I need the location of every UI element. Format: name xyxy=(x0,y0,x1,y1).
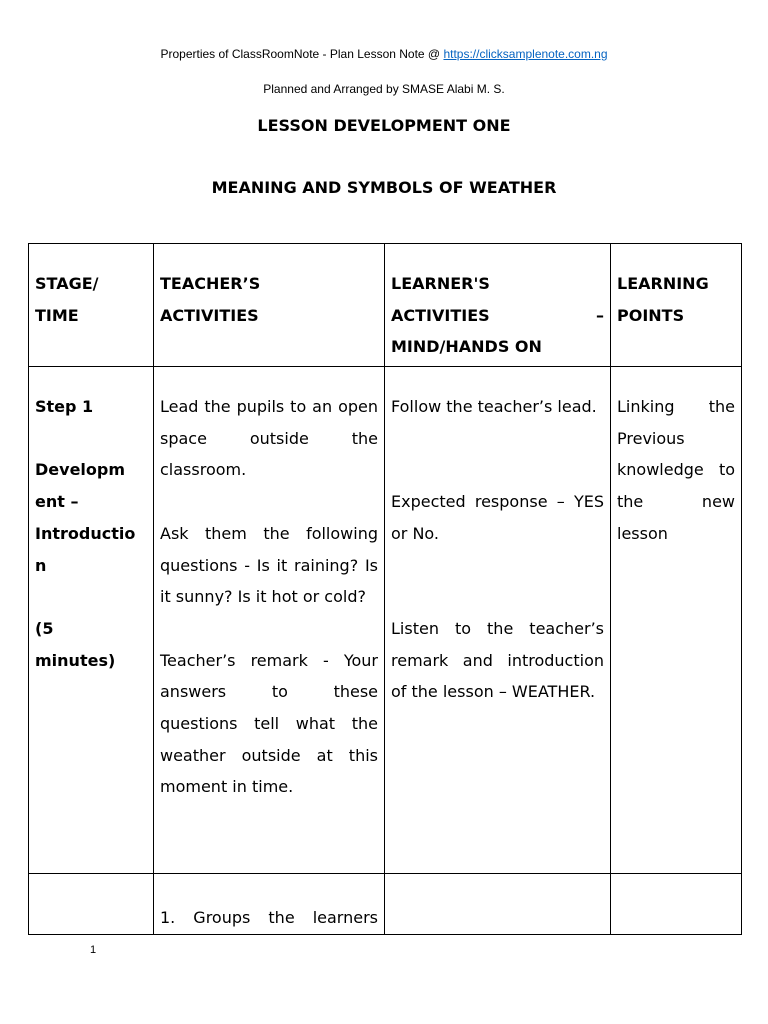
header-teacher-label: TEACHER’S xyxy=(160,274,261,293)
cell-learning-points xyxy=(611,367,742,874)
header-learner-label: LEARNER'S xyxy=(391,274,490,293)
header-learning-label: LEARNING xyxy=(617,274,709,293)
cell-learning-points-2 xyxy=(611,874,742,935)
header-properties-text: Properties of ClassRoomNote - Plan Lesson Note @ xyxy=(160,47,444,61)
cell-learner-activities-2 xyxy=(385,874,611,935)
header-learner-activities xyxy=(385,244,611,367)
teacher-activity-group: 1. Groups the learners xyxy=(160,908,378,927)
page-number: 1 xyxy=(90,944,97,956)
header-time-label: TIME xyxy=(35,305,79,325)
header-link[interactable]: https://clicksamplenote.com.ng xyxy=(443,47,608,61)
table-header-row xyxy=(29,244,742,367)
table-row xyxy=(29,874,742,935)
page-subtitle: MEANING AND SYMBOLS OF WEATHER xyxy=(211,178,557,197)
cell-teacher-activities xyxy=(154,367,385,874)
table-row xyxy=(29,367,742,874)
stage-development: Developm xyxy=(35,460,126,480)
header-learning-points xyxy=(611,244,742,367)
lesson-table xyxy=(28,243,742,935)
learner-activity-1: Follow the teacher’s lead. xyxy=(391,397,597,416)
stage-introduction: Introductio xyxy=(35,523,136,543)
teacher-activity-3: Teacher’s remark - Your answers to these questions tell what the weather outside at this moment in time. xyxy=(160,650,378,797)
learner-activity-3: Listen to the teacher’s remark and introduction of the lesson – WEATHER. xyxy=(391,618,604,702)
header-mind-hands-label: MIND/HANDS ON xyxy=(391,337,542,357)
stage-time-cont: minutes) xyxy=(35,650,116,670)
teacher-activity-2: Ask them the following questions - Is it raining? Is it sunny? Is it hot or cold? xyxy=(160,523,378,607)
cell-stage-2 xyxy=(29,874,154,935)
learner-activity-2: Expected response – YES or No. xyxy=(391,492,604,543)
header-stage-time xyxy=(29,244,154,367)
learning-point-1: Linking the Previous knowledge to the new lesson xyxy=(617,397,735,543)
stage-introduction-cont: n xyxy=(35,555,47,575)
header-stage-label: STAGE/ xyxy=(35,274,99,293)
header-learner-line2 xyxy=(391,300,604,332)
page-title: LESSON DEVELOPMENT ONE xyxy=(257,116,511,135)
header-points-label: POINTS xyxy=(617,305,685,325)
header-learner-dash: – xyxy=(596,305,604,325)
stage-time: (5 xyxy=(35,618,54,638)
document-header xyxy=(0,47,768,61)
stage-development-cont: ent – xyxy=(35,492,79,512)
stage-step: Step 1 xyxy=(35,397,94,416)
teacher-activity-1: Lead the pupils to an open space outside the classroom. xyxy=(160,397,378,480)
cell-learner-activities xyxy=(385,367,611,874)
cell-teacher-activities-2 xyxy=(154,874,385,935)
cell-stage xyxy=(29,367,154,874)
header-teacher-activities xyxy=(154,244,385,367)
header-activities-label: ACTIVITIES xyxy=(160,305,259,325)
planned-by-text: Planned and Arranged by SMASE Alabi M. S. xyxy=(263,82,505,96)
header-learner-activities-label: ACTIVITIES xyxy=(391,305,490,325)
